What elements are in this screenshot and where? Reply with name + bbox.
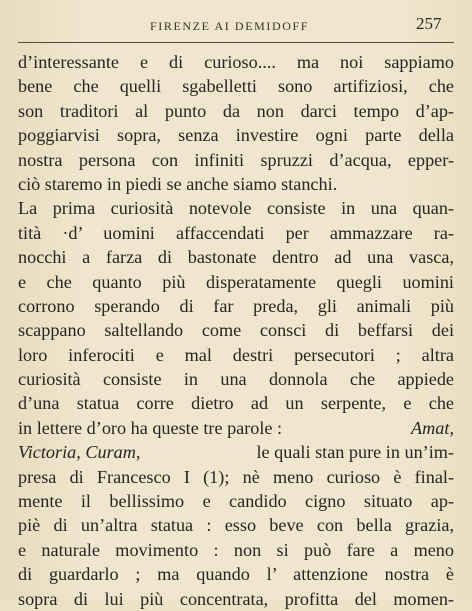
text-line: di guardarlo ; ma quando l’ attenzione nostra è [18,564,454,585]
text-line: nostra persona con infiniti spruzzi d’acqua, epper- [18,149,454,170]
running-title: FIRENZE AI DEMIDOFF [150,19,310,33]
text-line: tità ·d’ uomini affaccendati per ammazzare ra- [18,222,454,243]
text-line: curiosità consiste in una donnola che appiede [18,369,454,390]
text-line: d’interessante e di curioso.... ma noi sappiamo [18,52,454,72]
text-line: presa di Francesco I (1); nè meno curioso è final- [18,466,454,487]
text-line: d’una statua corre dietro ad un serpente, e che [18,393,454,414]
text-line [18,416,454,440]
running-head [0,14,472,38]
text-line: loro inferociti e mal destri persecutori ; altra [18,344,454,365]
text-line-content: ciò staremo in piedi se anche siamo stanchi. [18,173,338,194]
text-line-part: in lettere d’oro ha queste tre parole : [18,417,283,438]
text-line: nocchi a farza di bastonate dentro ad una vasca, [18,247,454,268]
text-line: sopra di lui più concentrata, profitta del momen- [18,588,454,609]
text-line-part: le quali stan pure in un’im- [256,442,454,463]
text-line: e naturale movimento : non si può fare a meno [18,539,454,560]
text-line: son traditori al punto da non darci tempo d’ap- [18,100,454,121]
text-line: corrono sperando di far preda, gli animali più [18,295,454,316]
italic-motto: Amat, [411,417,454,438]
text-line: scappano saltellando come consci di beffarsi dei [18,320,454,341]
text-line: La prima curiosità notevole consiste in una quan- [18,198,454,219]
text-line: bene che quelli sgabelletti sono artifiziosi, che [18,76,454,97]
body-text [18,50,454,611]
text-line [18,172,454,196]
text-line: mente il bellissimo e candido cigno situato ap- [18,491,454,512]
italic-motto: Victoria, Curam, [18,442,141,463]
text-line: e che quanto più disperatamente quegli uomini [18,271,454,292]
text-line: piè di un’altra statua : esso beve con bella grazia, [18,515,454,536]
text-line: poggiarvisi sopra, senza investire ogni parte della [18,125,454,146]
header-rule [18,42,454,43]
page-number: 257 [416,14,442,33]
text-line [18,440,454,464]
